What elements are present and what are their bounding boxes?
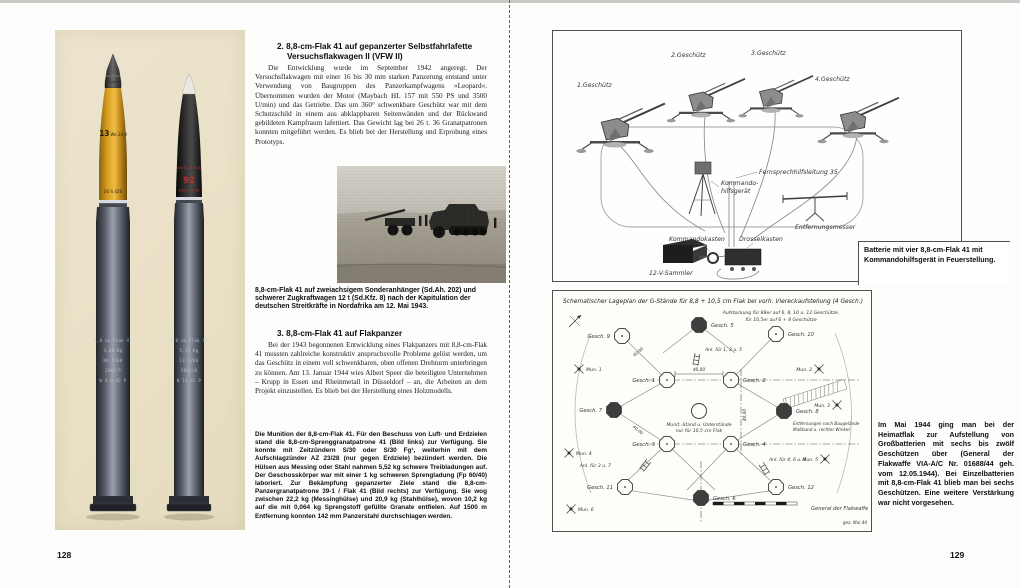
gun-position-octagon — [607, 403, 622, 418]
flak-gun-sketch-3 — [738, 76, 813, 118]
munition-note: Die Munition der 8,8-cm-Flak 41. Für den Beschuss von Luft- und Erdzielen stand die 8,8-cm-Sprenggranatpatrone 41 (Bild links) zur Verfügung. Sie konnte mit Zeitzündern S/30 oder S/30 Fg¹, weiterhin mit dem Aufschlagzünder AZ 23/28 (nur gegen Erdziele) bezündert werden. Die Hülsen aus Messing oder Stahl nahmen 5,52 kg schwere Treibladungen auf. Der Geschosskörper war mit einer 1 kg schweren Sprengladung (Fp 60/40) laboriert. Zur Bekämpfung gepanzerter Ziele stand die 8,8-cm-Panzergranatpatrone 39-1 / Flak 41 (Bild rechts) zur Verfügung. Sie wog zwischen 22,2 kg (Messinghülse) und 20,9 kg (Stahlhülse), wovon 10,2 kg auf die mit 0,064 kg Sprengstoff gefüllte Granate entfielen. Auf 1500 m Entfernung konnten 142 mm Panzerstahl durchschlagen werden. — [255, 431, 487, 520]
mun-point-label: Mun. 5 — [802, 458, 818, 463]
gun-position-label: Gesch. 8 — [796, 409, 819, 415]
shell-right-marking-big: 92 — [183, 176, 195, 186]
scale-bar — [713, 502, 797, 505]
side-note-line1: Entfernungen nach Baugelände — [793, 421, 860, 426]
site-plan-subtitle-line1: Aufstockung für 88er auf 6, 8, 10 u. 12 Geschütze, — [722, 311, 840, 316]
anlage-right-label: Anl. für 4, 6 u. 8 — [769, 458, 807, 463]
battery-diagram-caption: Batterie mit vier 8,8-cm-Flak 41 mit Kommandohilfsgerät in Feuerstellung. — [858, 241, 1010, 285]
section-3-heading: 3. 8,8-cm-Flak 41 auf Flakpanzer — [277, 329, 403, 338]
gun-position-label: Gesch. 1 — [632, 378, 655, 384]
battery-gun-label: 3.Geschütz — [751, 50, 786, 57]
case-stencil-line: 5,00 Kg — [103, 348, 123, 353]
gun-position-label: Gesch. 9 — [587, 334, 610, 340]
command-device-label-line2: hilfsgerät — [721, 188, 751, 195]
mun-point-label: Mun. 1 — [586, 368, 602, 373]
gun-position-octagon — [694, 491, 709, 506]
side-note-line2: Maßband u. rechter Winkel — [793, 427, 850, 432]
gun-position-label: Gesch. 11 — [587, 485, 613, 491]
battery-gun-label: 1.Geschütz — [577, 82, 612, 89]
case-stencil-line: 8,8 cm Flak 41 — [94, 338, 132, 343]
center-note-line2: nur für 10,5 cm Flak — [675, 429, 723, 434]
command-box-label: Kommandokasten — [669, 236, 725, 243]
case-stencil-line: 13 1766 — [179, 358, 199, 363]
gun-position-label: Gesch. 7 — [579, 408, 602, 414]
command-box-sketch — [708, 253, 718, 263]
flak-gun-sketch-4 — [817, 98, 899, 144]
signature-label: General der Flakwaffe — [811, 506, 869, 512]
case-stencil-line: W 4.9.42 P — [99, 378, 127, 383]
mun-point-label: Mun. 3 — [814, 404, 830, 409]
site-plan-title: Schematischer Lageplan der G-Stände für 8,8 + 10,5 cm Flak bei vorh. Viereckaufstellung (4 Gesch.) — [563, 297, 863, 305]
throttle-box-label: Drosselkasten — [739, 236, 783, 243]
sidebar-note: Im Mai 1944 ging man bei der Heimatflak zur Aufstellung von Großbatterien mit sechs bis zwölf Geschützen über (General der Flakwaffe VIA-A/C Nr. 01688/44 geh. vom 12.05.1944). Bei Einzelbatterien mit 8,8-cm-Flak 41 blieb man bei sechs Geschützen. Eine weitere Verstärkung war nicht vorgesehen. — [878, 420, 1014, 507]
section-2-heading-line1: 2. 8,8-cm-Flak 41 auf gepanzerter Selbstfahrlafette — [277, 42, 473, 51]
page-fold-dashed-line — [509, 0, 510, 588]
battery-gun-labels — [577, 49, 850, 89]
section-2-heading — [277, 42, 489, 63]
case-stencil-line: 5,15 Kg — [179, 348, 199, 353]
flak-gun-sketch-2 — [667, 79, 745, 123]
gun-position-label: Gesch. 5 — [711, 323, 734, 329]
shell-sprenggranate — [86, 54, 140, 521]
ladder-icon-top — [693, 353, 700, 366]
distance-label: 40,00 — [693, 367, 705, 372]
battery-gun-label: 2.Geschütz — [671, 52, 706, 59]
section-2-heading-line2: Versuchsflakwagen II (VFW II) — [287, 52, 403, 62]
anlage-top-label: Anl. für 1, 2 u. 5 — [705, 348, 743, 353]
distance-label: 40,00 — [631, 346, 645, 358]
command-device-sketch — [689, 162, 715, 216]
mun-point-label: Mun. 2 — [796, 368, 812, 373]
signature-small-label: gez. Mai 44 — [842, 520, 867, 525]
distance-label: 40,00 — [631, 424, 645, 436]
gun-position-octagon — [777, 404, 792, 419]
shell-plate-illustration — [55, 30, 245, 530]
gun-position-label: Gesch. 10 — [788, 332, 814, 338]
case-stencil-line: 1942/5 — [104, 368, 122, 373]
page-number-right: 129 — [950, 550, 965, 560]
gun-position-label: Gesch. 12 — [788, 485, 814, 491]
battery-gun-label: 4.Geschütz — [815, 76, 850, 83]
photo-flak-nordafrika — [337, 166, 506, 283]
shell-right-marking-lower: CWG 10-43 — [178, 188, 200, 193]
photo-foreground — [337, 264, 506, 283]
command-device-label-line1: Kommando- — [721, 180, 759, 187]
battery-box-label: 12-V-Sammler — [649, 270, 693, 277]
mun-point-label: Mun. 4 — [576, 452, 592, 457]
munition-stand-circle — [692, 404, 707, 419]
section-2-body: Die Entwicklung wurde im September 1942 angeregt. Der Versuchsflakwagen mit einer 16 bis 30 mm starken Panzerung entstand unter Verwendung von Baugruppen des Panzerkampfwagens »Leopard«. Übernommen wurden der Motor (Maybach HL 157 mit 550 PS und 3500 U/min) und das Getriebe. Das um 360° schwenkbare Geschütz war mit dem Schutzschild in einem aus abklappbaren Seitenwänden und der Rückwand gebildeten Kampfraum lafettiert. Das Gewicht lag bei 26 t. 36 Granatpatronen konnten mitgeführt werden. Es blieb bei der Herstellung und Erprobung eines Prototyps. — [255, 64, 487, 146]
gun-position-label: Gesch. 4 — [743, 442, 766, 448]
mun-point-label: Mun. 6 — [578, 508, 594, 513]
page-number-left: 128 — [57, 550, 72, 560]
photo-sky — [337, 166, 506, 218]
case-stencil-line: 1942/8 — [180, 368, 198, 373]
case-stencil-line: 8,8 cm Flak 41 — [170, 338, 208, 343]
section-3-body: Bei der 1943 begonnenen Entwicklung eines Flakpanzers mit 8,8-cm-Flak 41 mussten zahlreiche konstruktiv anspruchsvolle Probleme gelöst werden, um das Geschütz in einem voll schwenkbaren, oben offenen Drehturm unterbringen zu können. Am 13. Januar 1944 wies Albert Speer die beteiligten Unternehmen – Krupp in Essen und Rheinmetall in Düsseldorf – an, die Arbeiten an dem Projekt einzustellen. Es blieb bei der Herstellung eines Holzmodells. — [255, 341, 487, 396]
gun-position-label: Gesch. 3 — [632, 442, 655, 448]
flak-gun-sketch-1 — [576, 104, 665, 154]
rangefinder-label: Entfernungsmesser — [795, 224, 856, 231]
case-stencil-line: W 11.42 P — [176, 378, 202, 383]
shell-panzergranate — [164, 74, 214, 521]
site-plan-diagram — [552, 290, 872, 532]
rangefinder-sketch — [783, 192, 847, 221]
case-stencil-line: KH 1766 — [103, 358, 123, 363]
north-arrow-icon — [569, 315, 581, 327]
site-plan-subtitle-line2: für 10,5er auf 6 + 8 Geschütze — [745, 318, 817, 323]
page-top-edge — [0, 0, 1020, 3]
ladder-icon-right — [759, 462, 770, 475]
shell-right-marking-top: Wk 8.17 RhS — [176, 165, 202, 170]
gun-positions-layer — [565, 318, 842, 514]
gun-position-label: Gesch. 2 — [743, 378, 766, 384]
gun-position-label: Gesch. 6 — [713, 496, 736, 502]
distance-label: 40,00 — [742, 409, 747, 421]
phone-line-label: Fernsprechhilfsleitung 35 — [759, 169, 838, 176]
center-note-line1: Munit.-Stand u. Unterstände — [666, 423, 732, 428]
photo-caption: 8,8-cm-Flak 41 auf zweiachsigem Sonderanhänger (Sd.Ah. 202) und schwerer Zugkraftwagen 12 t (Sd.Kfz. 8) nach der Kapitulation der deutschen Streitkräfte in Nordafrika am 12. Mai 1943. — [255, 287, 476, 310]
shell-left-marking: 13Wo 24.9 — [99, 129, 127, 138]
gun-position-octagon — [692, 318, 707, 333]
throttle-box-sketch — [725, 249, 761, 271]
ammunition-shells-drawing — [55, 30, 245, 530]
shell-left-marking-lower: 16 S 420 — [103, 189, 123, 194]
anlage-left-label: Anl. für 3 u. 7 — [579, 464, 611, 469]
